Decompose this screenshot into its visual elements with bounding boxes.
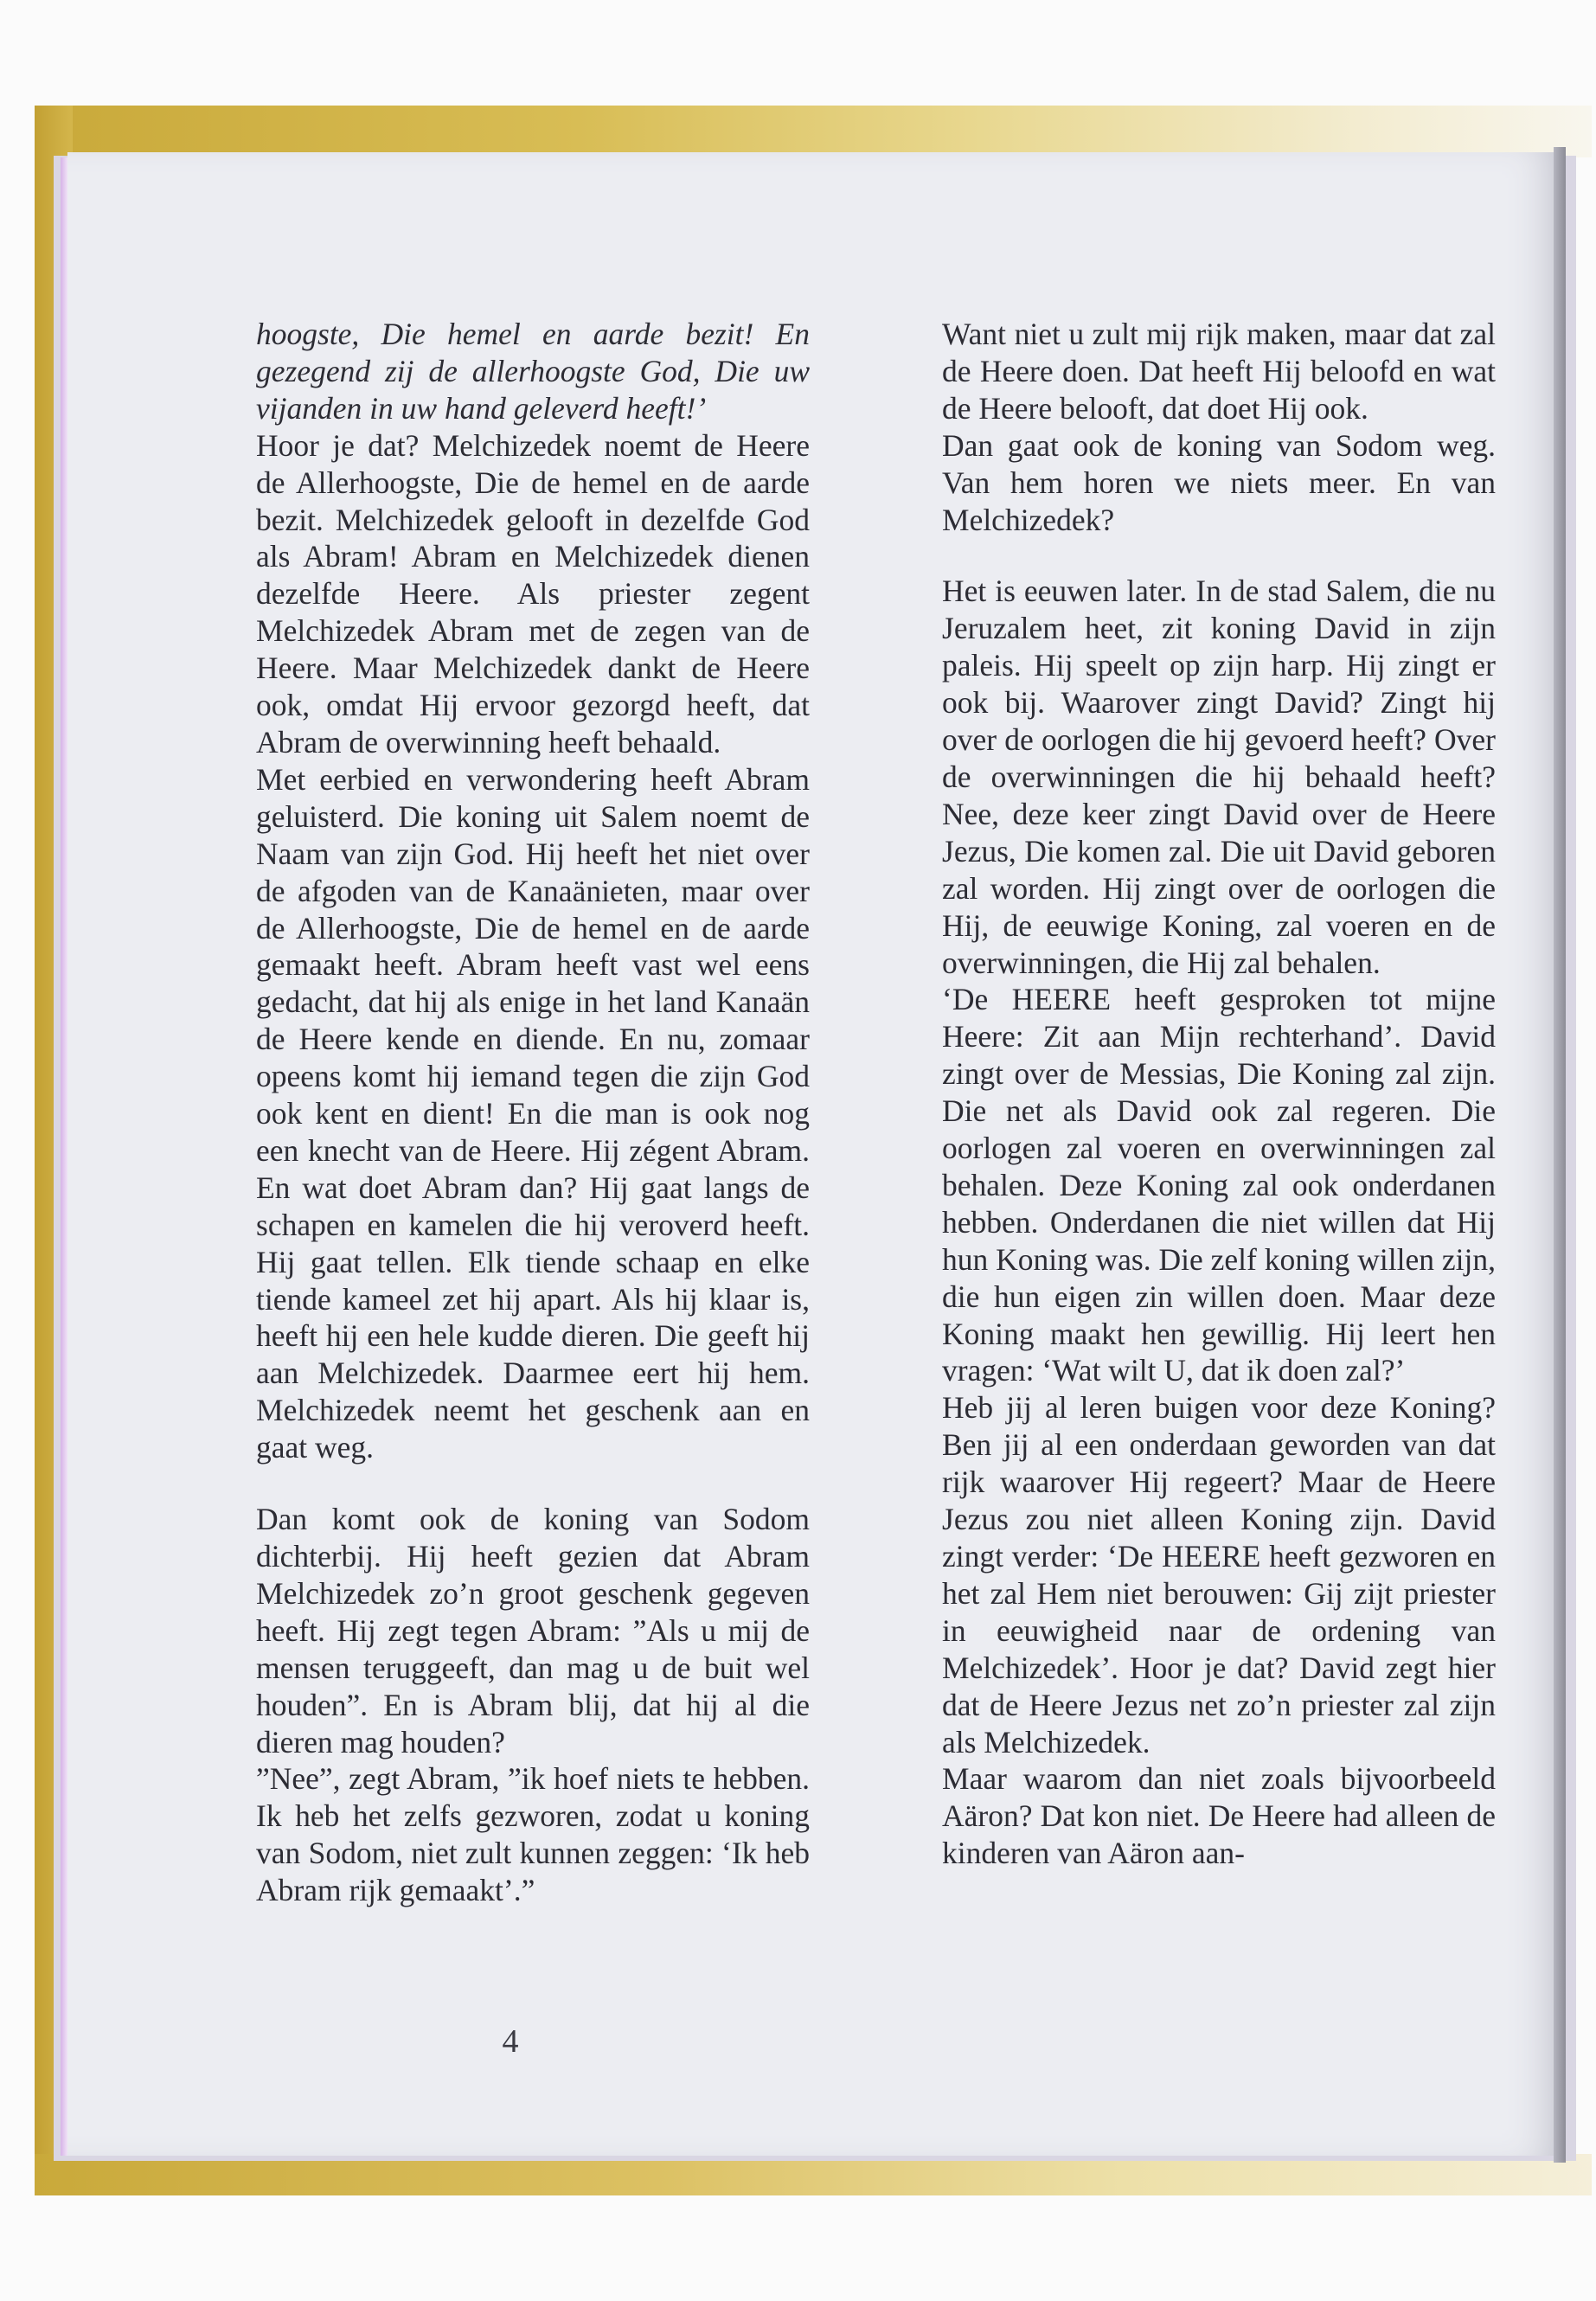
paragraph: Dan komt ook de koning van Sodom dichterbij. Hij heeft gezien dat Abram Melchizedek zo’n groot geschenk gegeven heeft. Hij zegt tegen Abram: ”Als u mij de mensen teruggeeft, dan mag u de buit wel houden”. En is Abram blij, dat hij al die dieren mag houden? — [256, 1502, 810, 1759]
book-cover-top-edge — [35, 106, 1592, 157]
paragraph: Maar waarom dan niet zoals bijvoorbeeld Aäron? Dat kon niet. De Heere had alleen de kinderen van Aäron aan- — [942, 1761, 1496, 1871]
right-text-column — [942, 316, 1496, 1872]
paragraph: Hoor je dat? Melchizedek noemt de Heere de Allerhoogste, Die de hemel en de aarde bezit. Melchizedek gelooft in dezelfde God als Abram! Abram en Melchizedek dienen dezelfde Heere. Als priester zegent Melchizedek Abram met de zegen van de Heere. Maar Melchizedek dankt de Heere ook, omdat Hij ervoor gezorgd heeft, dat Abram de overwinning heeft behaald. — [256, 427, 810, 760]
paragraph: Het is eeuwen later. In de stad Salem, die nu Jeruzalem heet, zit koning David in zijn paleis. Hij speelt op zijn harp. Hij zingt er ook bij. Waarover zingt David? Zingt hij over de oorlogen die hij gevoerd heeft? Over de overwinningen die hij behaald heeft? Nee, deze keer zingt David over de Heere Jezus, Die komen zal. Die uit David geboren zal worden. Hij zingt over de oorlogen die Hij, de eeuwige Koning, zal voeren en de overwinningen, die Hij zal behalen. — [942, 574, 1496, 980]
paragraph: ”Nee”, zegt Abram, ”ik hoef niets te hebben. Ik heb het zelfs gezworen, zodat u koning van Sodom, niet zult kunnen zeggen: ‘Ik heb Abram rijk gemaakt’.” — [256, 1761, 810, 1908]
paragraph: Met eerbied en verwondering heeft Abram geluisterd. Die koning uit Salem noemt de Naam van zijn God. Hij heeft het niet over de afgoden van de Kanaänieten, maar over de Allerhoogste, Die de hemel en de aarde gemaakt heeft. Abram heeft vast wel eens gedacht, dat hij als enige in het land Kanaän de Heere kende en diende. En nu, zomaar opeens komt hij iemand tegen die zijn God ook kent en dient! En die man is ook nog een knecht van de Heere. Hij zégent Abram. En wat doet Abram dan? Hij gaat langs de schapen en kamelen die hij veroverd heeft. Hij gaat tellen. Elk tiende schaap en elke tiende kameel zet hij apart. Als hij klaar is, heeft hij een hele kudde dieren. Die geeft hij aan Melchizedek. Daarmee eert hij hem. Melchizedek neemt het geschenk aan en gaat weg. — [256, 761, 810, 1465]
italic-quote: hoogste, Die hemel en aarde bezit! En gezegend zij de allerhoogste God, Die uw vijanden in uw hand geleverd heeft!’ — [256, 317, 810, 426]
paragraph: Heb jij al leren buigen voor deze Koning? Ben jij al een onderdaan geworden van dat rijk waarover Hij regeert? Maar de Heere Jezus zou niet alleen Koning zijn. David zingt verder: ‘De HEERE heeft gezworen en het zal Hem niet berouwen: Gij zijt priester in eeuwigheid naar de ordening van Melchizedek’. Hoor je dat? David zegt hier dat de Heere Jezus net zo’n priester zal zijn als Melchizedek. — [942, 1390, 1496, 1759]
paragraph: ‘De HEERE heeft gesproken tot mijne Heere: Zit aan Mijn rechterhand’. David zingt over de Messias, Die Koning zal zijn. Die net als David ook zal regeren. Die oorlogen zal voeren en overwinningen zal behalen. Deze Koning zal ook onderdanen hebben. Onderdanen die niet willen dat Hij hun Koning was. Die zelf koning willen zijn, die hun eigen zin willen doen. Maar deze Koning maakt hen gewillig. Hij leert hen vragen: ‘Wat wilt U, dat ik doen zal?’ — [942, 982, 1496, 1388]
paragraph: Dan gaat ook de koning van Sodom weg. Van hem horen we niets meer. En van Melchizedek? — [942, 427, 1496, 537]
paragraph: Want niet u zult mij rijk maken, maar dat zal de Heere doen. Dat heeft Hij beloofd en wat de Heere belooft, dat doet Hij ook. — [942, 317, 1496, 426]
book-spine — [1554, 147, 1566, 2163]
page-number: 4 — [502, 2023, 519, 2060]
page-stack-edge — [61, 157, 67, 2156]
left-text-column — [256, 316, 810, 1909]
